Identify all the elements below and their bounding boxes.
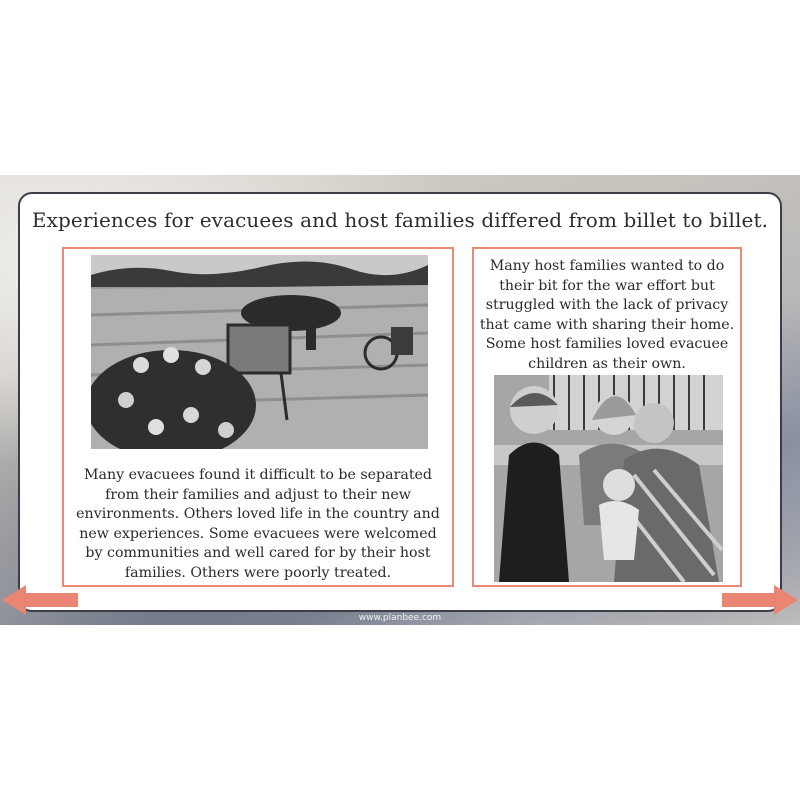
slide bbox=[0, 175, 800, 625]
host-families-card bbox=[472, 247, 742, 587]
evacuees-card bbox=[62, 247, 454, 587]
slide-title: Experiences for evacuees and host families differed from billet to billet. bbox=[31, 208, 769, 232]
arrow-left-icon[interactable] bbox=[2, 585, 80, 615]
host-families-caption: Many host families wanted to do their bit for the war effort but struggled with the lack of privacy that came with sharing their home. Some host families loved evacuee children as their own. bbox=[479, 258, 735, 372]
photo-icon bbox=[91, 255, 428, 449]
school-field-photo bbox=[91, 255, 428, 449]
photo-icon bbox=[494, 375, 723, 582]
evacuees-caption: Many evacuees found it difficult to be separated from their families and adjust to their new environments. Others loved life in the country and new experiences. Some evacuees were welcomed by communities and well cared for by their host families. Others were poorly treated. bbox=[76, 467, 440, 581]
footer-url: www.planbee.com bbox=[358, 613, 442, 623]
arrow-right-icon[interactable] bbox=[720, 585, 798, 615]
family-photo bbox=[494, 375, 723, 582]
